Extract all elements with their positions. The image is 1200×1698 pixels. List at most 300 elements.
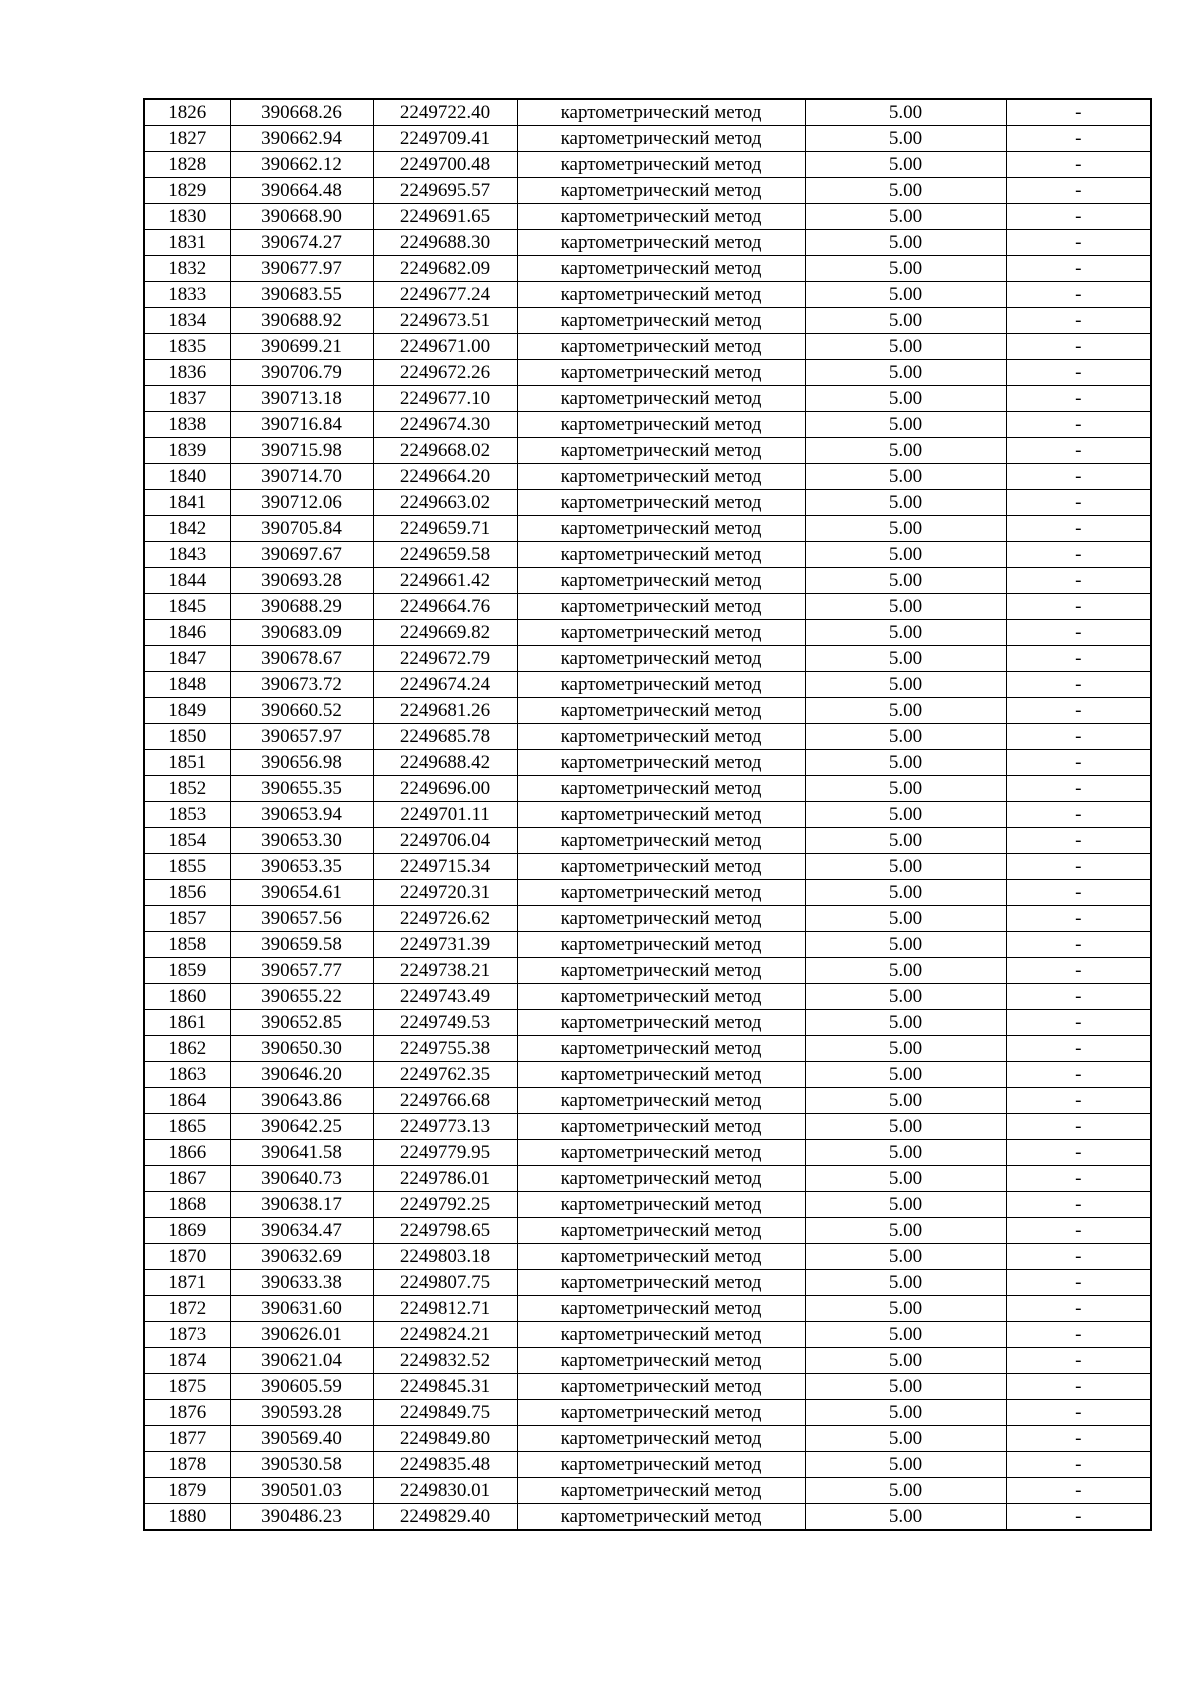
table-row: [144, 1270, 1151, 1296]
table-row: [144, 230, 1151, 256]
x-coordinate-cell: 390659.58: [230, 932, 373, 958]
description-cell: -: [1006, 542, 1151, 568]
accuracy-cell: 5.00: [805, 672, 1006, 698]
x-coordinate-cell: 390699.21: [230, 334, 373, 360]
y-coordinate-cell: 2249755.38: [373, 1036, 517, 1062]
description-cell: -: [1006, 1088, 1151, 1114]
description-cell: -: [1006, 490, 1151, 516]
y-coordinate-cell: 2249773.13: [373, 1114, 517, 1140]
method-cell: картометрический метод: [517, 1244, 805, 1270]
x-coordinate-cell: 390683.55: [230, 282, 373, 308]
point-number-cell: 1837: [144, 386, 230, 412]
x-coordinate-cell: 390655.22: [230, 984, 373, 1010]
table-row: [144, 1114, 1151, 1140]
table-row: [144, 1504, 1151, 1531]
accuracy-cell: 5.00: [805, 906, 1006, 932]
description-cell: -: [1006, 334, 1151, 360]
table-row: [144, 672, 1151, 698]
point-number-cell: 1826: [144, 99, 230, 126]
table-row: [144, 1140, 1151, 1166]
method-cell: картометрический метод: [517, 360, 805, 386]
accuracy-cell: 5.00: [805, 334, 1006, 360]
accuracy-cell: 5.00: [805, 594, 1006, 620]
table-row: [144, 1244, 1151, 1270]
method-cell: картометрический метод: [517, 126, 805, 152]
accuracy-cell: 5.00: [805, 438, 1006, 464]
y-coordinate-cell: 2249849.80: [373, 1426, 517, 1452]
x-coordinate-cell: 390657.56: [230, 906, 373, 932]
table-row: [144, 1192, 1151, 1218]
y-coordinate-cell: 2249661.42: [373, 568, 517, 594]
accuracy-cell: 5.00: [805, 1426, 1006, 1452]
table-row: [144, 854, 1151, 880]
y-coordinate-cell: 2249798.65: [373, 1218, 517, 1244]
y-coordinate-cell: 2249685.78: [373, 724, 517, 750]
x-coordinate-cell: 390693.28: [230, 568, 373, 594]
method-cell: картометрический метод: [517, 334, 805, 360]
table-row: [144, 438, 1151, 464]
x-coordinate-cell: 390486.23: [230, 1504, 373, 1531]
description-cell: -: [1006, 1270, 1151, 1296]
point-number-cell: 1880: [144, 1504, 230, 1531]
x-coordinate-cell: 390653.30: [230, 828, 373, 854]
table-row: [144, 880, 1151, 906]
y-coordinate-cell: 2249824.21: [373, 1322, 517, 1348]
method-cell: картометрический метод: [517, 386, 805, 412]
x-coordinate-cell: 390662.94: [230, 126, 373, 152]
table-row: [144, 906, 1151, 932]
point-number-cell: 1863: [144, 1062, 230, 1088]
y-coordinate-cell: 2249681.26: [373, 698, 517, 724]
table-row: [144, 412, 1151, 438]
y-coordinate-cell: 2249663.02: [373, 490, 517, 516]
method-cell: картометрический метод: [517, 880, 805, 906]
y-coordinate-cell: 2249726.62: [373, 906, 517, 932]
table-row: [144, 620, 1151, 646]
accuracy-cell: 5.00: [805, 932, 1006, 958]
accuracy-cell: 5.00: [805, 984, 1006, 1010]
method-cell: картометрический метод: [517, 984, 805, 1010]
description-cell: -: [1006, 1400, 1151, 1426]
table-row: [144, 1062, 1151, 1088]
description-cell: -: [1006, 1322, 1151, 1348]
method-cell: картометрический метод: [517, 1192, 805, 1218]
method-cell: картометрический метод: [517, 438, 805, 464]
y-coordinate-cell: 2249803.18: [373, 1244, 517, 1270]
method-cell: картометрический метод: [517, 1166, 805, 1192]
point-number-cell: 1844: [144, 568, 230, 594]
x-coordinate-cell: 390633.38: [230, 1270, 373, 1296]
method-cell: картометрический метод: [517, 776, 805, 802]
x-coordinate-cell: 390501.03: [230, 1478, 373, 1504]
y-coordinate-cell: 2249677.10: [373, 386, 517, 412]
x-coordinate-cell: 390673.72: [230, 672, 373, 698]
method-cell: картометрический метод: [517, 516, 805, 542]
description-cell: -: [1006, 906, 1151, 932]
y-coordinate-cell: 2249722.40: [373, 99, 517, 126]
point-number-cell: 1871: [144, 1270, 230, 1296]
point-number-cell: 1869: [144, 1218, 230, 1244]
point-number-cell: 1847: [144, 646, 230, 672]
description-cell: -: [1006, 1140, 1151, 1166]
accuracy-cell: 5.00: [805, 1374, 1006, 1400]
description-cell: -: [1006, 1010, 1151, 1036]
description-cell: -: [1006, 1062, 1151, 1088]
table-row: [144, 256, 1151, 282]
point-number-cell: 1878: [144, 1452, 230, 1478]
y-coordinate-cell: 2249700.48: [373, 152, 517, 178]
accuracy-cell: 5.00: [805, 1166, 1006, 1192]
method-cell: картометрический метод: [517, 906, 805, 932]
method-cell: картометрический метод: [517, 99, 805, 126]
method-cell: картометрический метод: [517, 750, 805, 776]
x-coordinate-cell: 390654.61: [230, 880, 373, 906]
description-cell: -: [1006, 984, 1151, 1010]
accuracy-cell: 5.00: [805, 412, 1006, 438]
description-cell: -: [1006, 464, 1151, 490]
x-coordinate-cell: 390641.58: [230, 1140, 373, 1166]
x-coordinate-cell: 390593.28: [230, 1400, 373, 1426]
method-cell: картометрический метод: [517, 620, 805, 646]
point-number-cell: 1866: [144, 1140, 230, 1166]
table-row: [144, 282, 1151, 308]
method-cell: картометрический метод: [517, 1452, 805, 1478]
method-cell: картометрический метод: [517, 802, 805, 828]
y-coordinate-cell: 2249674.30: [373, 412, 517, 438]
table-row: [144, 776, 1151, 802]
table-row: [144, 802, 1151, 828]
description-cell: -: [1006, 1348, 1151, 1374]
x-coordinate-cell: 390655.35: [230, 776, 373, 802]
y-coordinate-cell: 2249659.58: [373, 542, 517, 568]
accuracy-cell: 5.00: [805, 646, 1006, 672]
x-coordinate-cell: 390652.85: [230, 1010, 373, 1036]
point-number-cell: 1862: [144, 1036, 230, 1062]
y-coordinate-cell: 2249731.39: [373, 932, 517, 958]
method-cell: картометрический метод: [517, 542, 805, 568]
x-coordinate-cell: 390697.67: [230, 542, 373, 568]
method-cell: картометрический метод: [517, 490, 805, 516]
point-number-cell: 1838: [144, 412, 230, 438]
x-coordinate-cell: 390638.17: [230, 1192, 373, 1218]
description-cell: -: [1006, 360, 1151, 386]
y-coordinate-cell: 2249829.40: [373, 1504, 517, 1531]
accuracy-cell: 5.00: [805, 1296, 1006, 1322]
description-cell: -: [1006, 1192, 1151, 1218]
x-coordinate-cell: 390646.20: [230, 1062, 373, 1088]
table-row: [144, 698, 1151, 724]
table-row: [144, 828, 1151, 854]
point-number-cell: 1829: [144, 178, 230, 204]
table-row: [144, 1322, 1151, 1348]
description-cell: -: [1006, 568, 1151, 594]
description-cell: -: [1006, 620, 1151, 646]
table-row: [144, 594, 1151, 620]
description-cell: -: [1006, 1478, 1151, 1504]
y-coordinate-cell: 2249706.04: [373, 828, 517, 854]
table-row: [144, 1010, 1151, 1036]
x-coordinate-cell: 390605.59: [230, 1374, 373, 1400]
accuracy-cell: 5.00: [805, 308, 1006, 334]
method-cell: картометрический метод: [517, 594, 805, 620]
point-number-cell: 1864: [144, 1088, 230, 1114]
y-coordinate-cell: 2249830.01: [373, 1478, 517, 1504]
point-number-cell: 1853: [144, 802, 230, 828]
y-coordinate-cell: 2249812.71: [373, 1296, 517, 1322]
y-coordinate-cell: 2249671.00: [373, 334, 517, 360]
table-row: [144, 1218, 1151, 1244]
accuracy-cell: 5.00: [805, 1270, 1006, 1296]
method-cell: картометрический метод: [517, 256, 805, 282]
description-cell: -: [1006, 750, 1151, 776]
x-coordinate-cell: 390569.40: [230, 1426, 373, 1452]
point-number-cell: 1854: [144, 828, 230, 854]
description-cell: -: [1006, 412, 1151, 438]
table-row: [144, 1166, 1151, 1192]
x-coordinate-cell: 390688.29: [230, 594, 373, 620]
accuracy-cell: 5.00: [805, 178, 1006, 204]
point-number-cell: 1851: [144, 750, 230, 776]
x-coordinate-cell: 390705.84: [230, 516, 373, 542]
point-number-cell: 1855: [144, 854, 230, 880]
description-cell: -: [1006, 386, 1151, 412]
table-row: [144, 308, 1151, 334]
accuracy-cell: 5.00: [805, 568, 1006, 594]
y-coordinate-cell: 2249835.48: [373, 1452, 517, 1478]
accuracy-cell: 5.00: [805, 126, 1006, 152]
accuracy-cell: 5.00: [805, 698, 1006, 724]
description-cell: -: [1006, 178, 1151, 204]
table-row: [144, 750, 1151, 776]
description-cell: -: [1006, 308, 1151, 334]
method-cell: картометрический метод: [517, 646, 805, 672]
point-number-cell: 1867: [144, 1166, 230, 1192]
y-coordinate-cell: 2249845.31: [373, 1374, 517, 1400]
method-cell: картометрический метод: [517, 1036, 805, 1062]
x-coordinate-cell: 390657.77: [230, 958, 373, 984]
point-number-cell: 1868: [144, 1192, 230, 1218]
x-coordinate-cell: 390677.97: [230, 256, 373, 282]
accuracy-cell: 5.00: [805, 880, 1006, 906]
accuracy-cell: 5.00: [805, 1036, 1006, 1062]
accuracy-cell: 5.00: [805, 386, 1006, 412]
method-cell: картометрический метод: [517, 152, 805, 178]
table-row: [144, 932, 1151, 958]
table-row: [144, 152, 1151, 178]
x-coordinate-cell: 390621.04: [230, 1348, 373, 1374]
point-number-cell: 1848: [144, 672, 230, 698]
accuracy-cell: 5.00: [805, 542, 1006, 568]
table-row: [144, 204, 1151, 230]
point-number-cell: 1877: [144, 1426, 230, 1452]
table-row: [144, 568, 1151, 594]
point-number-cell: 1834: [144, 308, 230, 334]
y-coordinate-cell: 2249807.75: [373, 1270, 517, 1296]
accuracy-cell: 5.00: [805, 1062, 1006, 1088]
accuracy-cell: 5.00: [805, 282, 1006, 308]
accuracy-cell: 5.00: [805, 802, 1006, 828]
point-number-cell: 1860: [144, 984, 230, 1010]
table-row: [144, 464, 1151, 490]
method-cell: картометрический метод: [517, 958, 805, 984]
description-cell: -: [1006, 1374, 1151, 1400]
y-coordinate-cell: 2249779.95: [373, 1140, 517, 1166]
y-coordinate-cell: 2249738.21: [373, 958, 517, 984]
description-cell: -: [1006, 594, 1151, 620]
accuracy-cell: 5.00: [805, 1010, 1006, 1036]
accuracy-cell: 5.00: [805, 828, 1006, 854]
y-coordinate-cell: 2249688.42: [373, 750, 517, 776]
method-cell: картометрический метод: [517, 932, 805, 958]
accuracy-cell: 5.00: [805, 1192, 1006, 1218]
y-coordinate-cell: 2249674.24: [373, 672, 517, 698]
description-cell: -: [1006, 776, 1151, 802]
coordinates-table: [143, 98, 1152, 1531]
x-coordinate-cell: 390713.18: [230, 386, 373, 412]
y-coordinate-cell: 2249849.75: [373, 1400, 517, 1426]
x-coordinate-cell: 390668.90: [230, 204, 373, 230]
y-coordinate-cell: 2249762.35: [373, 1062, 517, 1088]
method-cell: картометрический метод: [517, 1218, 805, 1244]
x-coordinate-cell: 390668.26: [230, 99, 373, 126]
point-number-cell: 1839: [144, 438, 230, 464]
point-number-cell: 1873: [144, 1322, 230, 1348]
point-number-cell: 1830: [144, 204, 230, 230]
method-cell: картометрический метод: [517, 1010, 805, 1036]
method-cell: картометрический метод: [517, 1088, 805, 1114]
method-cell: картометрический метод: [517, 204, 805, 230]
table-body: [144, 99, 1151, 1530]
method-cell: картометрический метод: [517, 828, 805, 854]
point-number-cell: 1833: [144, 282, 230, 308]
table-row: [144, 386, 1151, 412]
method-cell: картометрический метод: [517, 1062, 805, 1088]
description-cell: -: [1006, 1296, 1151, 1322]
table-row: [144, 1348, 1151, 1374]
point-number-cell: 1870: [144, 1244, 230, 1270]
y-coordinate-cell: 2249832.52: [373, 1348, 517, 1374]
table-row: [144, 1452, 1151, 1478]
accuracy-cell: 5.00: [805, 1452, 1006, 1478]
y-coordinate-cell: 2249664.76: [373, 594, 517, 620]
point-number-cell: 1835: [144, 334, 230, 360]
method-cell: картометрический метод: [517, 724, 805, 750]
point-number-cell: 1874: [144, 1348, 230, 1374]
x-coordinate-cell: 390716.84: [230, 412, 373, 438]
x-coordinate-cell: 390662.12: [230, 152, 373, 178]
accuracy-cell: 5.00: [805, 1140, 1006, 1166]
table-row: [144, 178, 1151, 204]
point-number-cell: 1841: [144, 490, 230, 516]
accuracy-cell: 5.00: [805, 204, 1006, 230]
method-cell: картометрический метод: [517, 672, 805, 698]
accuracy-cell: 5.00: [805, 750, 1006, 776]
y-coordinate-cell: 2249792.25: [373, 1192, 517, 1218]
y-coordinate-cell: 2249664.20: [373, 464, 517, 490]
x-coordinate-cell: 390714.70: [230, 464, 373, 490]
accuracy-cell: 5.00: [805, 620, 1006, 646]
accuracy-cell: 5.00: [805, 724, 1006, 750]
y-coordinate-cell: 2249720.31: [373, 880, 517, 906]
table-row: [144, 1478, 1151, 1504]
table-row: [144, 1036, 1151, 1062]
point-number-cell: 1827: [144, 126, 230, 152]
table-row: [144, 542, 1151, 568]
accuracy-cell: 5.00: [805, 152, 1006, 178]
accuracy-cell: 5.00: [805, 1218, 1006, 1244]
accuracy-cell: 5.00: [805, 1322, 1006, 1348]
description-cell: -: [1006, 1426, 1151, 1452]
table-row: [144, 490, 1151, 516]
description-cell: -: [1006, 1244, 1151, 1270]
x-coordinate-cell: 390674.27: [230, 230, 373, 256]
method-cell: картометрический метод: [517, 1374, 805, 1400]
x-coordinate-cell: 390653.94: [230, 802, 373, 828]
point-number-cell: 1849: [144, 698, 230, 724]
method-cell: картометрический метод: [517, 308, 805, 334]
method-cell: картометрический метод: [517, 1322, 805, 1348]
accuracy-cell: 5.00: [805, 464, 1006, 490]
table-row: [144, 1400, 1151, 1426]
method-cell: картометрический метод: [517, 1400, 805, 1426]
point-number-cell: 1872: [144, 1296, 230, 1322]
y-coordinate-cell: 2249677.24: [373, 282, 517, 308]
y-coordinate-cell: 2249766.68: [373, 1088, 517, 1114]
method-cell: картометрический метод: [517, 1478, 805, 1504]
table-row: [144, 646, 1151, 672]
point-number-cell: 1842: [144, 516, 230, 542]
description-cell: -: [1006, 1504, 1151, 1531]
description-cell: -: [1006, 1114, 1151, 1140]
description-cell: -: [1006, 1036, 1151, 1062]
x-coordinate-cell: 390657.97: [230, 724, 373, 750]
y-coordinate-cell: 2249688.30: [373, 230, 517, 256]
description-cell: -: [1006, 672, 1151, 698]
x-coordinate-cell: 390653.35: [230, 854, 373, 880]
method-cell: картометрический метод: [517, 1114, 805, 1140]
accuracy-cell: 5.00: [805, 490, 1006, 516]
method-cell: картометрический метод: [517, 568, 805, 594]
table-row: [144, 360, 1151, 386]
description-cell: -: [1006, 99, 1151, 126]
accuracy-cell: 5.00: [805, 256, 1006, 282]
y-coordinate-cell: 2249668.02: [373, 438, 517, 464]
accuracy-cell: 5.00: [805, 516, 1006, 542]
point-number-cell: 1836: [144, 360, 230, 386]
table-row: [144, 1374, 1151, 1400]
accuracy-cell: 5.00: [805, 1088, 1006, 1114]
table-row: [144, 984, 1151, 1010]
x-coordinate-cell: 390626.01: [230, 1322, 373, 1348]
method-cell: картометрический метод: [517, 178, 805, 204]
table-row: [144, 1088, 1151, 1114]
method-cell: картометрический метод: [517, 698, 805, 724]
method-cell: картометрический метод: [517, 464, 805, 490]
point-number-cell: 1843: [144, 542, 230, 568]
method-cell: картометрический метод: [517, 1270, 805, 1296]
method-cell: картометрический метод: [517, 282, 805, 308]
x-coordinate-cell: 390660.52: [230, 698, 373, 724]
table-row: [144, 99, 1151, 126]
method-cell: картометрический метод: [517, 1296, 805, 1322]
table-row: [144, 516, 1151, 542]
x-coordinate-cell: 390683.09: [230, 620, 373, 646]
point-number-cell: 1845: [144, 594, 230, 620]
y-coordinate-cell: 2249682.09: [373, 256, 517, 282]
accuracy-cell: 5.00: [805, 854, 1006, 880]
point-number-cell: 1879: [144, 1478, 230, 1504]
point-number-cell: 1852: [144, 776, 230, 802]
